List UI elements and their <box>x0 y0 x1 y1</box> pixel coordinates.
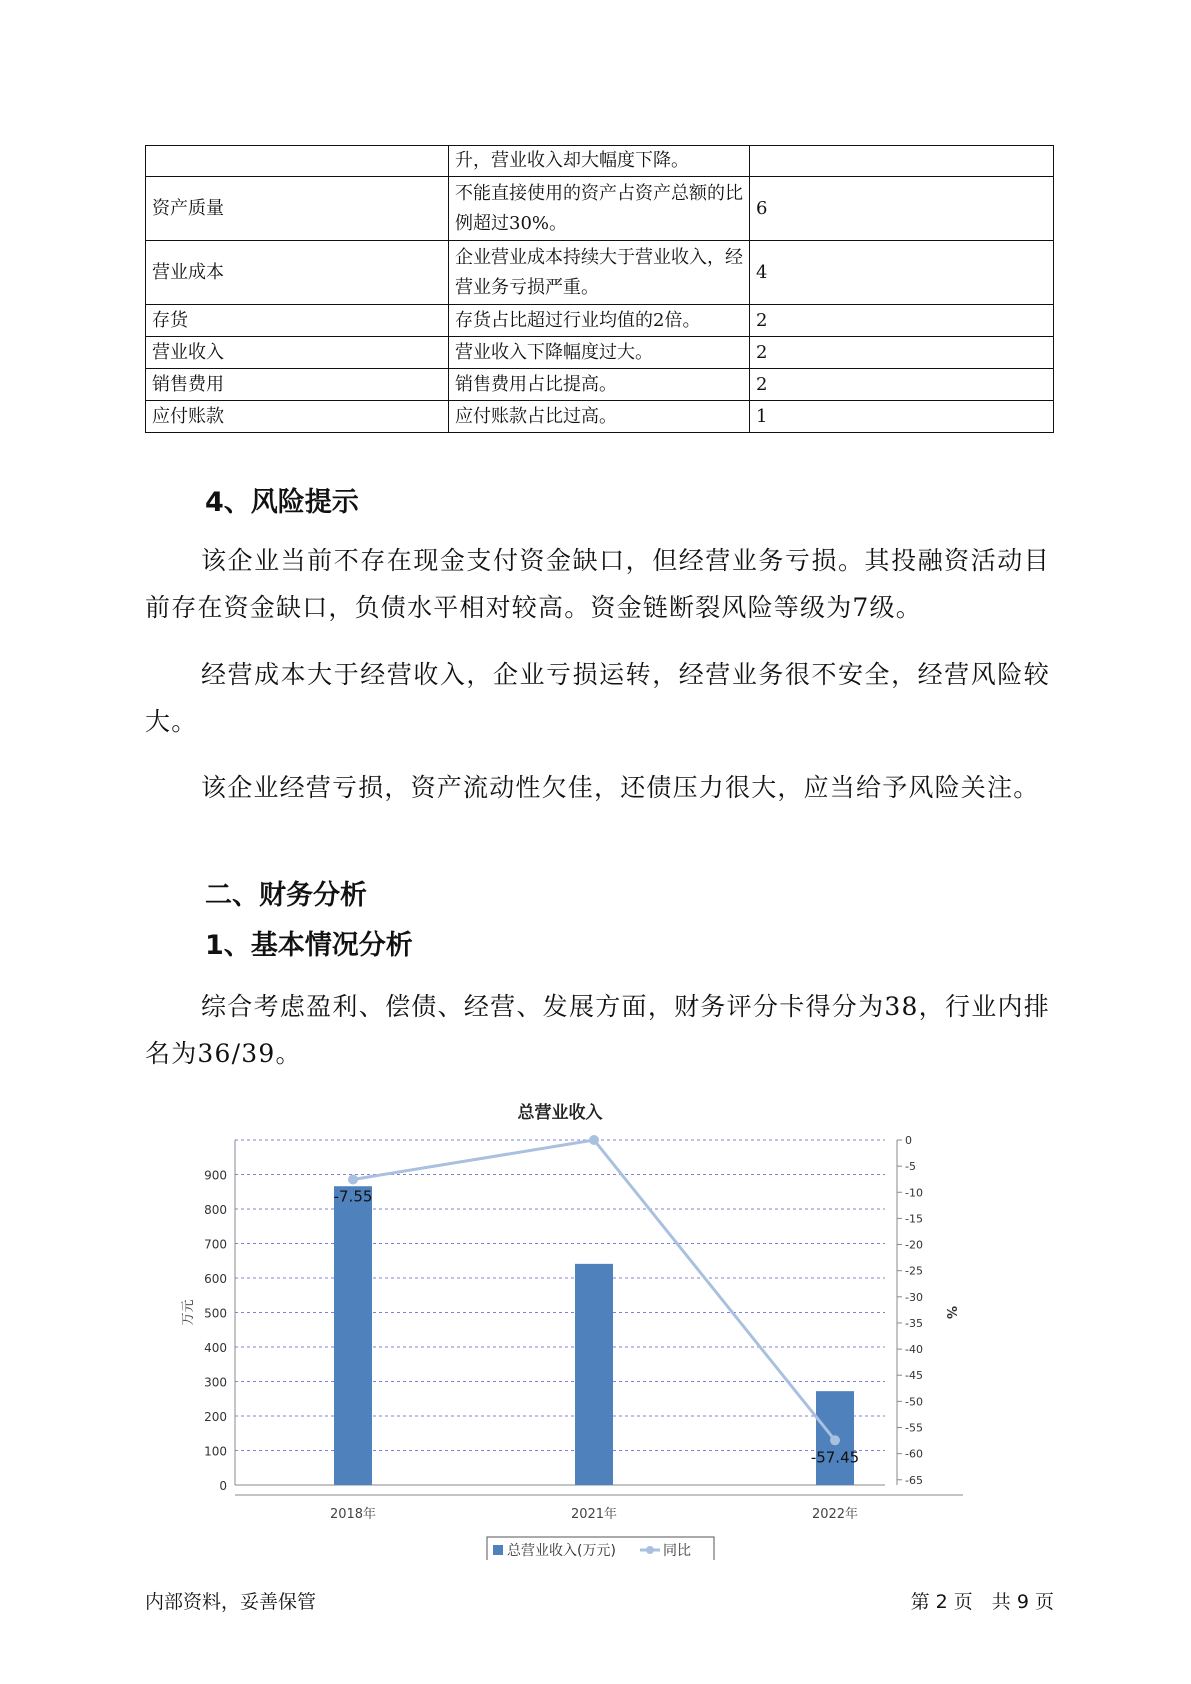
row-score-cell: 2 <box>750 369 1054 401</box>
y-tick-label: 0 <box>219 1479 227 1493</box>
y-tick-label: 500 <box>204 1306 227 1321</box>
y2-tick-label: -15 <box>905 1212 923 1226</box>
y2-tick-label: -25 <box>905 1264 923 1278</box>
y2-tick-label: -55 <box>905 1421 923 1435</box>
page-mid: 页 共 <box>953 1591 1011 1613</box>
x-tick-label: 2018年 <box>329 1507 377 1522</box>
footer-confidential-note: 内部资料，妥善保管 <box>145 1591 317 1613</box>
y2-axis-label: % <box>943 1305 958 1320</box>
bar <box>334 1186 372 1485</box>
basic-analysis-title: 1、基本情况分析 <box>205 930 413 961</box>
row-score-cell: 2 <box>750 337 1054 369</box>
row-description-cell: 升，营业收入却大幅度下降。 <box>449 146 750 177</box>
row-score-cell: 1 <box>750 401 1054 433</box>
page-suffix: 页 <box>1034 1591 1054 1613</box>
row-score-cell: 2 <box>750 305 1054 337</box>
table-row <box>146 337 1054 369</box>
row-score-cell: 6 <box>750 177 1054 241</box>
risk-factor-table <box>145 145 1054 433</box>
y2-tick-label: -45 <box>905 1369 923 1383</box>
legend-bar-swatch <box>493 1545 503 1555</box>
y2-tick-label: -10 <box>905 1186 923 1200</box>
y2-tick-label: -5 <box>905 1160 916 1174</box>
table-row <box>146 369 1054 401</box>
row-description-cell: 应付账款占比过高。 <box>449 401 750 433</box>
financial-analysis-title: 二、财务分析 <box>205 880 367 911</box>
risk-paragraph-1: 该企业当前不存在现金支付资金缺口，但经营业务亏损。其投融资活动目前存在资金缺口，负债水平相对较高。资金链断裂风险等级为7级。 <box>145 546 1050 622</box>
y-tick-label: 200 <box>204 1410 227 1424</box>
y2-tick-label: -30 <box>905 1290 923 1304</box>
y-axis-label: 万元 <box>181 1299 196 1326</box>
y-tick-label: 600 <box>204 1272 227 1286</box>
row-item-cell: 应付账款 <box>146 401 449 433</box>
row-description-cell: 营业收入下降幅度过大。 <box>449 337 750 369</box>
row-item-cell: 营业成本 <box>146 241 449 305</box>
table-row <box>146 241 1054 305</box>
row-score-cell <box>750 146 1054 177</box>
y2-tick-label: -60 <box>905 1447 923 1461</box>
y-tick-label: 300 <box>204 1375 227 1390</box>
page-current: 2 <box>935 1591 948 1613</box>
y-tick-label: 400 <box>204 1341 227 1355</box>
yoy-point <box>348 1174 358 1184</box>
risk-section-title: 4、风险提示 <box>205 487 359 518</box>
y2-tick-label: 0 <box>905 1134 912 1147</box>
row-description-cell: 存货占比超过行业均值的2倍。 <box>449 305 750 337</box>
row-description-cell: 销售费用占比提高。 <box>449 369 750 401</box>
yoy-point <box>830 1435 840 1445</box>
table-row <box>146 146 1054 177</box>
chart-title: 总营业收入 <box>517 1103 603 1123</box>
table-row <box>146 177 1054 241</box>
table-row <box>146 305 1054 337</box>
y-tick-label: 800 <box>204 1203 227 1217</box>
footer-page-number <box>911 1587 1054 1614</box>
row-item-cell: 资产质量 <box>146 177 449 241</box>
y2-tick-label: -50 <box>905 1395 923 1409</box>
row-item-cell: 销售费用 <box>146 369 449 401</box>
legend-line-marker <box>646 1546 654 1554</box>
y2-tick-label: -40 <box>905 1343 923 1357</box>
x-tick-label: 2022年 <box>811 1507 859 1522</box>
row-description-cell: 不能直接使用的资产占资产总额的比例超过30%。 <box>449 177 750 241</box>
y2-tick-label: -65 <box>905 1473 923 1487</box>
y-tick-label: 100 <box>204 1444 227 1459</box>
y2-tick-label: -20 <box>905 1238 923 1252</box>
legend-bar-label: 总营业收入(万元) <box>507 1543 616 1559</box>
table-row <box>146 401 1054 433</box>
row-item-cell: 存货 <box>146 305 449 337</box>
y2-tick-label: -35 <box>905 1316 923 1330</box>
x-tick-label: 2021年 <box>570 1507 618 1522</box>
total-revenue-chart <box>170 1090 1040 1560</box>
page-total: 9 <box>1016 1591 1029 1613</box>
legend-line-label: 同比 <box>663 1543 691 1559</box>
risk-paragraph-2: 经营成本大于经营收入，企业亏损运转，经营业务很不安全，经营风险较大。 <box>145 660 1050 736</box>
y-tick-label: 900 <box>204 1168 227 1183</box>
page-prefix: 第 <box>910 1591 930 1613</box>
yoy-point <box>589 1135 599 1145</box>
row-item-cell: 营业收入 <box>146 337 449 369</box>
data-label: -7.55 <box>333 1187 373 1206</box>
y-tick-label: 700 <box>204 1237 227 1252</box>
basic-analysis-paragraph: 综合考虑盈利、偿债、经营、发展方面，财务评分卡得分为38，行业内排名为36/39。 <box>145 992 1050 1068</box>
row-item-cell <box>146 146 449 177</box>
bar <box>575 1264 613 1485</box>
risk-paragraph-3: 该企业经营亏损，资产流动性欠佳，还债压力很大，应当给予风险关注。 <box>201 773 1040 802</box>
data-label: -57.45 <box>810 1448 860 1467</box>
row-score-cell: 4 <box>750 241 1054 305</box>
row-description-cell: 企业营业成本持续大于营业收入，经营业务亏损严重。 <box>449 241 750 305</box>
